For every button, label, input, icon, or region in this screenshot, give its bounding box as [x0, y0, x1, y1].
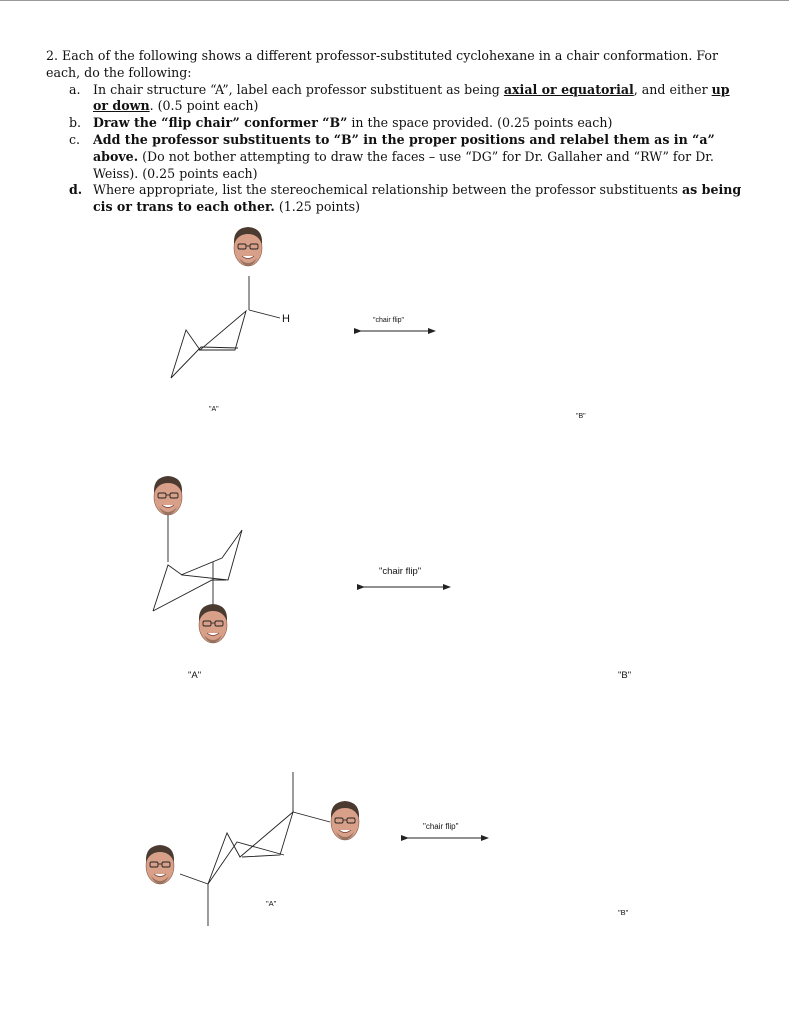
instruction-b-marker: b.	[69, 115, 82, 131]
instruction-a-emph-1: axial or equatorial	[503, 81, 634, 97]
instruction-c-marker: c.	[69, 131, 81, 147]
problem-2-chair	[153, 514, 242, 611]
label-b-3: "B"	[618, 908, 629, 917]
label-b-1: "B"	[576, 413, 586, 420]
label-a-2: "A"	[188, 670, 202, 681]
problem-1-chair	[171, 276, 280, 378]
label-a-1: "A"	[209, 406, 219, 413]
instruction-d-text-2: (1.25 points)	[274, 199, 361, 215]
professor-face-icon	[331, 801, 359, 840]
instruction-d-text: Where appropriate, list the stereochemical relationship between the professor substituents	[93, 182, 682, 198]
instruction-d-marker: d.	[69, 182, 83, 198]
chair-flip-label-1: "chair flip"	[373, 317, 405, 324]
professor-face-icon	[146, 845, 174, 884]
instruction-b-emph: Draw the “flip chair” conformer “B”	[93, 115, 348, 131]
instruction-b-text: in the space provided. (0.25 points each)	[347, 115, 613, 131]
label-a-3: "A"	[266, 899, 277, 908]
substituent-h-label: H	[282, 313, 290, 325]
problem-3-chair	[180, 772, 330, 926]
instruction-c-text: (Do not bother attempting to draw the faces – use “DG” for Dr. Gallaher and “RW” for Dr. Weiss). (0.25 points each)	[93, 148, 714, 181]
instruction-d-emph: as being cis or trans to each other.	[93, 182, 742, 215]
instruction-a-text-2: , and either	[633, 81, 712, 97]
professor-face-icon	[199, 604, 227, 643]
professor-face-icon	[154, 476, 182, 515]
professor-face-icon	[234, 227, 262, 266]
instruction-a-marker: a.	[69, 81, 81, 97]
chair-flip-label-3: "chair flip"	[423, 822, 459, 831]
question-intro: 2. Each of the following shows a different professor-substituted cyclohexane in a chair conformation. For each, do the following:	[46, 48, 719, 80]
instruction-c-emph: Add the professor substituents to “B” in the proper positions and relabel them as in “a” above.	[93, 131, 715, 164]
chair-flip-label-2: "chair flip"	[379, 566, 422, 577]
instruction-a-text: In chair structure “A”, label each professor substituent as being	[93, 81, 504, 97]
instruction-a-text-3: . (0.5 point each)	[149, 98, 259, 114]
label-b-2: "B"	[618, 670, 632, 681]
instruction-a-emph-2: up or down	[93, 81, 730, 114]
